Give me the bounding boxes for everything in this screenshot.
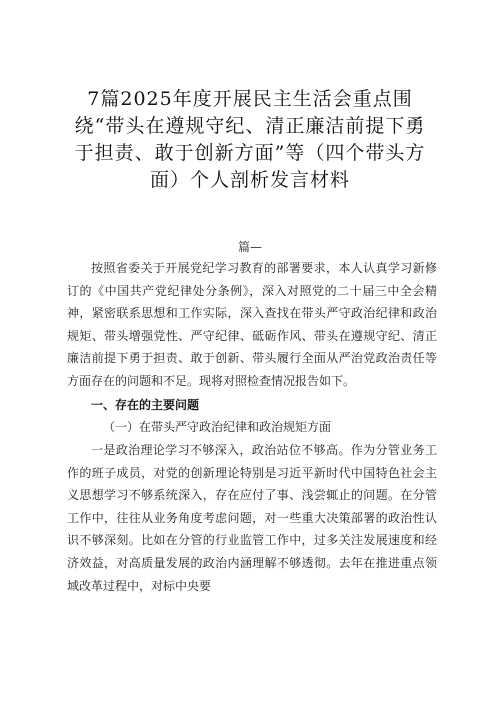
subsection-heading-political-discipline: （一）在带头严守政治纪律和政治规矩方面 <box>103 420 332 434</box>
section-label: 篇— <box>237 240 262 254</box>
body-paragraph: 一是政治理论学习不够深入，政治站位不够高。作为分管业务工作的班子成员，对党的创新理论特别是习近平新时代中国特色社会主义思想学习不够系统深入，存在应付了事、浅尝辄止的问题。在分管工作中，往往从业务角度考虑问题，对一些重大决策部署的政治性认识不够深刻。比如在分管的行业监管工作中，过多关注发展速度和经济效益，对高质量发展的政治内涵理解不够透彻。去年在推进重点领域改革过程中，对标中央要 <box>67 443 437 593</box>
section-heading-main-problems: 一、存在的主要问题 <box>91 398 200 412</box>
document-title: 7篇2025年度开展民主生活会重点围绕“带头在遵规守纪、清正廉洁前提下勇于担责、敢于创新方面”等（四个带头方面）个人剖析发言材料 <box>74 88 426 191</box>
intro-paragraph: 按照省委关于开展党纪学习教育的部署要求，本人认真学习新修订的《中国共产党纪律处分条例》，深入对照党的二十届三中全会精神，紧密联系思想和工作实际，深入查找在带头严守政治纪律和政治规矩、带头增强党性、严守纪律、砥砺作风、带头在遵规守纪、清正廉洁前提下勇于担责、敢于创新、带头履行全面从严治党政治责任等方面存在的问题和不足。现将对照检查情况报告如下。 <box>67 261 437 388</box>
